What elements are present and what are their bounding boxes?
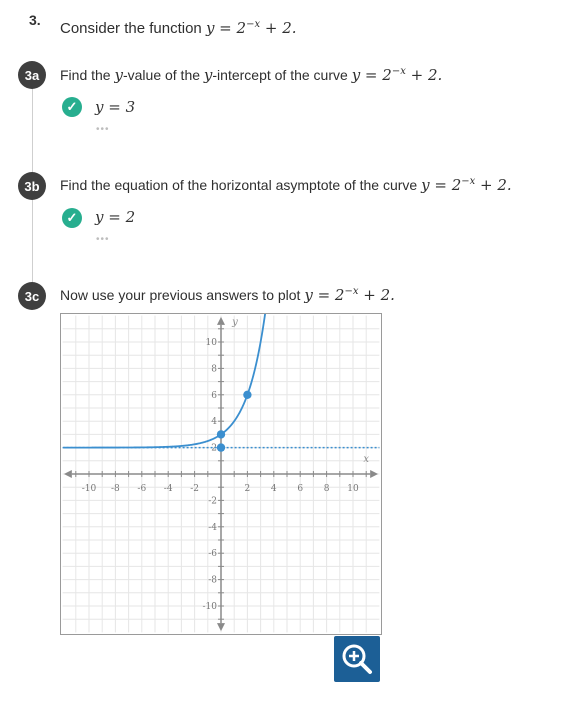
part-3a-function: $y = 2^{-x} + 2$.: [351, 66, 443, 84]
y-tick-label: 6: [211, 390, 217, 401]
asymptote-point: [217, 443, 225, 451]
graph-panel[interactable]: [60, 313, 382, 635]
part-3b-badge: 3b: [18, 172, 46, 200]
curve-point: [243, 391, 251, 399]
part-3b-answer: y = 2: [95, 208, 136, 226]
curve-point: [217, 430, 225, 438]
x-tick-label: -6: [137, 484, 147, 494]
x-tick-label: -4: [163, 484, 173, 494]
y-axis-arrow-up: [217, 317, 225, 325]
y-axis-arrow-down: [217, 623, 225, 631]
part-3b-function: $y = 2^{-x} + 2$.: [421, 176, 512, 194]
y-tick-label: -4: [208, 522, 217, 533]
part-3b-question: Find the equation of the horizontal asymptote of the curve $y = 2^{-x} + 2$.: [60, 176, 512, 194]
part-3c-question: Now use your previous answers to plot $y = 2^{-x} + 2$.: [60, 286, 395, 304]
check-icon: ✓: [62, 97, 82, 117]
part-3c-badge: 3c: [18, 282, 46, 310]
x-tick-label: -10: [81, 484, 97, 494]
part-3b-more-button[interactable]: •••: [96, 234, 110, 245]
part-3c-function: $y = 2^{-x} + 2$.: [304, 286, 395, 304]
y-tick-label: -2: [208, 496, 217, 507]
x-axis-arrow-right: [370, 470, 378, 478]
y-tick-label: 4: [211, 417, 217, 428]
question-number: 3.: [29, 12, 41, 28]
x-tick-label: 6: [297, 484, 304, 494]
y-tick-label: 10: [205, 338, 217, 348]
intro-text: Consider the function: [60, 20, 202, 37]
y-axis-label: y: [232, 316, 238, 328]
x-tick-label: -2: [190, 484, 199, 494]
part-3a-badge: 3a: [18, 61, 46, 89]
question-intro: [60, 19, 297, 37]
x-tick-label: 10: [347, 484, 359, 494]
function-curve: [63, 314, 265, 448]
part-3a-question: Find the y-value of the y-intercept of the curve $y = 2^{-x} + 2$.: [60, 66, 443, 84]
y-tick-label: -8: [208, 575, 217, 586]
x-tick-label: -8: [111, 484, 120, 494]
part-3a-answer: y = 3: [95, 98, 136, 116]
x-tick-label: 2: [244, 484, 251, 494]
y-tick-label: 2: [211, 443, 217, 454]
x-tick-label: 4: [270, 484, 277, 494]
x-tick-label: 8: [323, 484, 330, 494]
y-tick-label: -6: [208, 549, 217, 560]
check-icon: ✓: [62, 208, 82, 228]
y-tick-label: -10: [202, 602, 217, 612]
y-tick-label: 8: [211, 364, 217, 375]
x-axis-arrow-left: [64, 470, 72, 478]
x-axis-label: x: [363, 454, 370, 465]
function-expression: $y = 2^{-x} + 2$.: [205, 19, 297, 37]
zoom-in-icon: [340, 642, 374, 676]
part-3a-more-button[interactable]: •••: [96, 124, 110, 135]
zoom-in-button[interactable]: [334, 636, 380, 682]
function-graph[interactable]: [61, 314, 381, 634]
